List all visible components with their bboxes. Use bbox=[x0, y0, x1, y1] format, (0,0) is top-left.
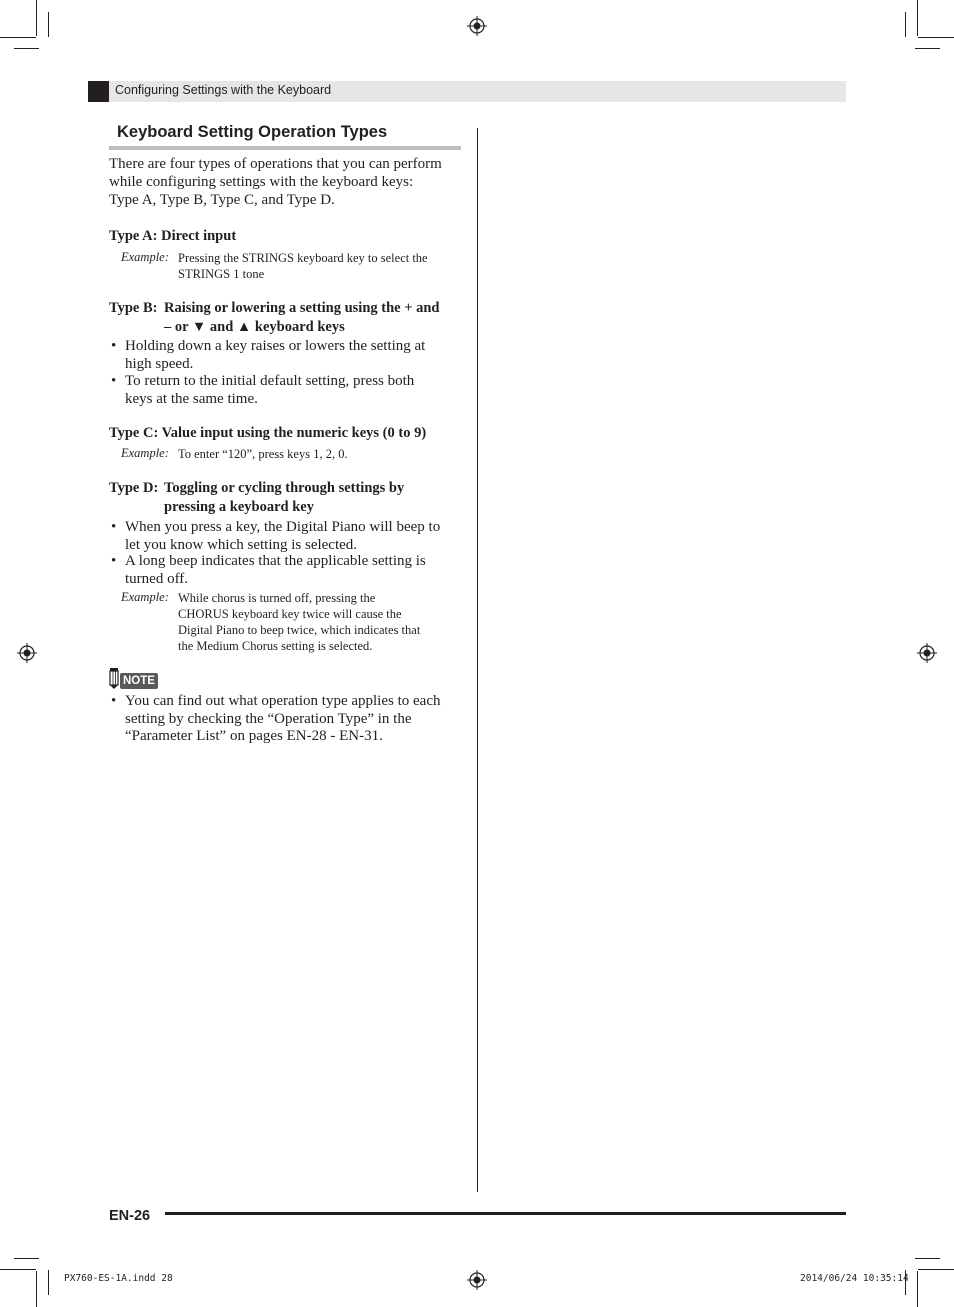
crop-mark bbox=[14, 48, 39, 49]
bullet-text: A long beep indicates that the applicable setting is bbox=[125, 553, 426, 569]
bullet-text: “Parameter List” on pages EN-28 - EN-31. bbox=[125, 728, 383, 744]
registration-mark-icon bbox=[467, 1270, 487, 1290]
bullet-icon: • bbox=[111, 338, 117, 354]
example-line: While chorus is turned off, pressing the bbox=[178, 591, 376, 605]
example-label: Example: bbox=[121, 250, 169, 264]
section-title-rule bbox=[109, 146, 461, 150]
bullet-text: To return to the initial default setting, press both bbox=[125, 373, 415, 389]
crop-mark bbox=[48, 12, 49, 37]
type-d-heading-prefix: Type D: bbox=[109, 480, 159, 496]
example-line: CHORUS keyboard key twice will cause the bbox=[178, 607, 402, 621]
bullet-icon: • bbox=[111, 553, 117, 569]
type-b-heading: – or ▼ and ▲ keyboard keys bbox=[164, 319, 345, 335]
crop-mark bbox=[917, 1271, 918, 1307]
bullet-icon: • bbox=[111, 519, 117, 535]
crop-mark bbox=[36, 1271, 37, 1307]
crop-mark bbox=[905, 12, 906, 37]
example-line: Digital Piano to beep twice, which indicates that bbox=[178, 623, 421, 637]
crop-mark bbox=[48, 1270, 49, 1295]
crop-mark bbox=[918, 37, 954, 38]
registration-mark-icon bbox=[917, 643, 937, 663]
example-line: the Medium Chorus setting is selected. bbox=[178, 639, 373, 653]
slug-file: PX760-ES-1A.indd 28 bbox=[64, 1273, 173, 1284]
intro-line: while configuring settings with the keyboard keys: bbox=[109, 174, 414, 190]
bullet-text: turned off. bbox=[125, 570, 189, 587]
type-b-heading-prefix: Type B: bbox=[109, 300, 158, 316]
crop-mark bbox=[36, 0, 37, 36]
bullet-text: keys at the same time. bbox=[125, 390, 258, 407]
page-number: EN-26 bbox=[109, 1208, 151, 1224]
bullet-icon: • bbox=[111, 373, 117, 389]
registration-mark-icon bbox=[467, 16, 487, 36]
example-line: Pressing the STRINGS keyboard key to select the bbox=[178, 251, 428, 265]
bullet-text: When you press a key, the Digital Piano will beep to bbox=[125, 519, 441, 535]
running-header: Configuring Settings with the Keyboard bbox=[115, 83, 332, 97]
crop-mark bbox=[918, 1269, 954, 1270]
type-c-example: To enter “120”, press keys 1, 2, 0. bbox=[178, 447, 348, 461]
intro-line: Type A, Type B, Type C, and Type D. bbox=[109, 192, 335, 208]
bullet-text: high speed. bbox=[125, 355, 194, 372]
type-d-heading: Toggling or cycling through settings by bbox=[164, 480, 405, 496]
intro-line: There are four types of operations that you can perform bbox=[109, 156, 442, 172]
header-marker bbox=[88, 81, 109, 102]
bullet-text: let you know which setting is selected. bbox=[125, 536, 358, 553]
crop-mark bbox=[14, 1258, 39, 1259]
type-c-heading: Type C: Value input using the numeric keys (0 to 9) bbox=[109, 425, 427, 441]
type-a-heading: Type A: Direct input bbox=[109, 228, 237, 244]
bullet-text: You can find out what operation type applies to each bbox=[125, 693, 441, 709]
type-d-heading: pressing a keyboard key bbox=[164, 499, 314, 515]
bullet-text: Holding down a key raises or lowers the setting at bbox=[125, 338, 426, 354]
example-line: STRINGS 1 tone bbox=[178, 267, 265, 281]
note-badge: NOTE bbox=[120, 673, 158, 689]
example-label: Example: bbox=[121, 446, 169, 460]
bullet-text: setting by checking the “Operation Type” in the bbox=[125, 710, 412, 727]
crop-mark bbox=[917, 0, 918, 36]
registration-mark-icon bbox=[17, 643, 37, 663]
slug-date: 2014/06/24 10:35:14 bbox=[800, 1273, 909, 1284]
crop-mark bbox=[915, 1258, 940, 1259]
example-label: Example: bbox=[121, 590, 169, 604]
bullet-icon: • bbox=[111, 693, 117, 709]
type-b-heading: Raising or lowering a setting using the + and bbox=[164, 300, 440, 316]
footer-rule bbox=[165, 1212, 846, 1215]
column-divider bbox=[477, 128, 478, 1192]
section-title: Keyboard Setting Operation Types bbox=[117, 123, 388, 141]
crop-mark bbox=[0, 1269, 36, 1270]
crop-mark bbox=[0, 37, 36, 38]
crop-mark bbox=[915, 48, 940, 49]
